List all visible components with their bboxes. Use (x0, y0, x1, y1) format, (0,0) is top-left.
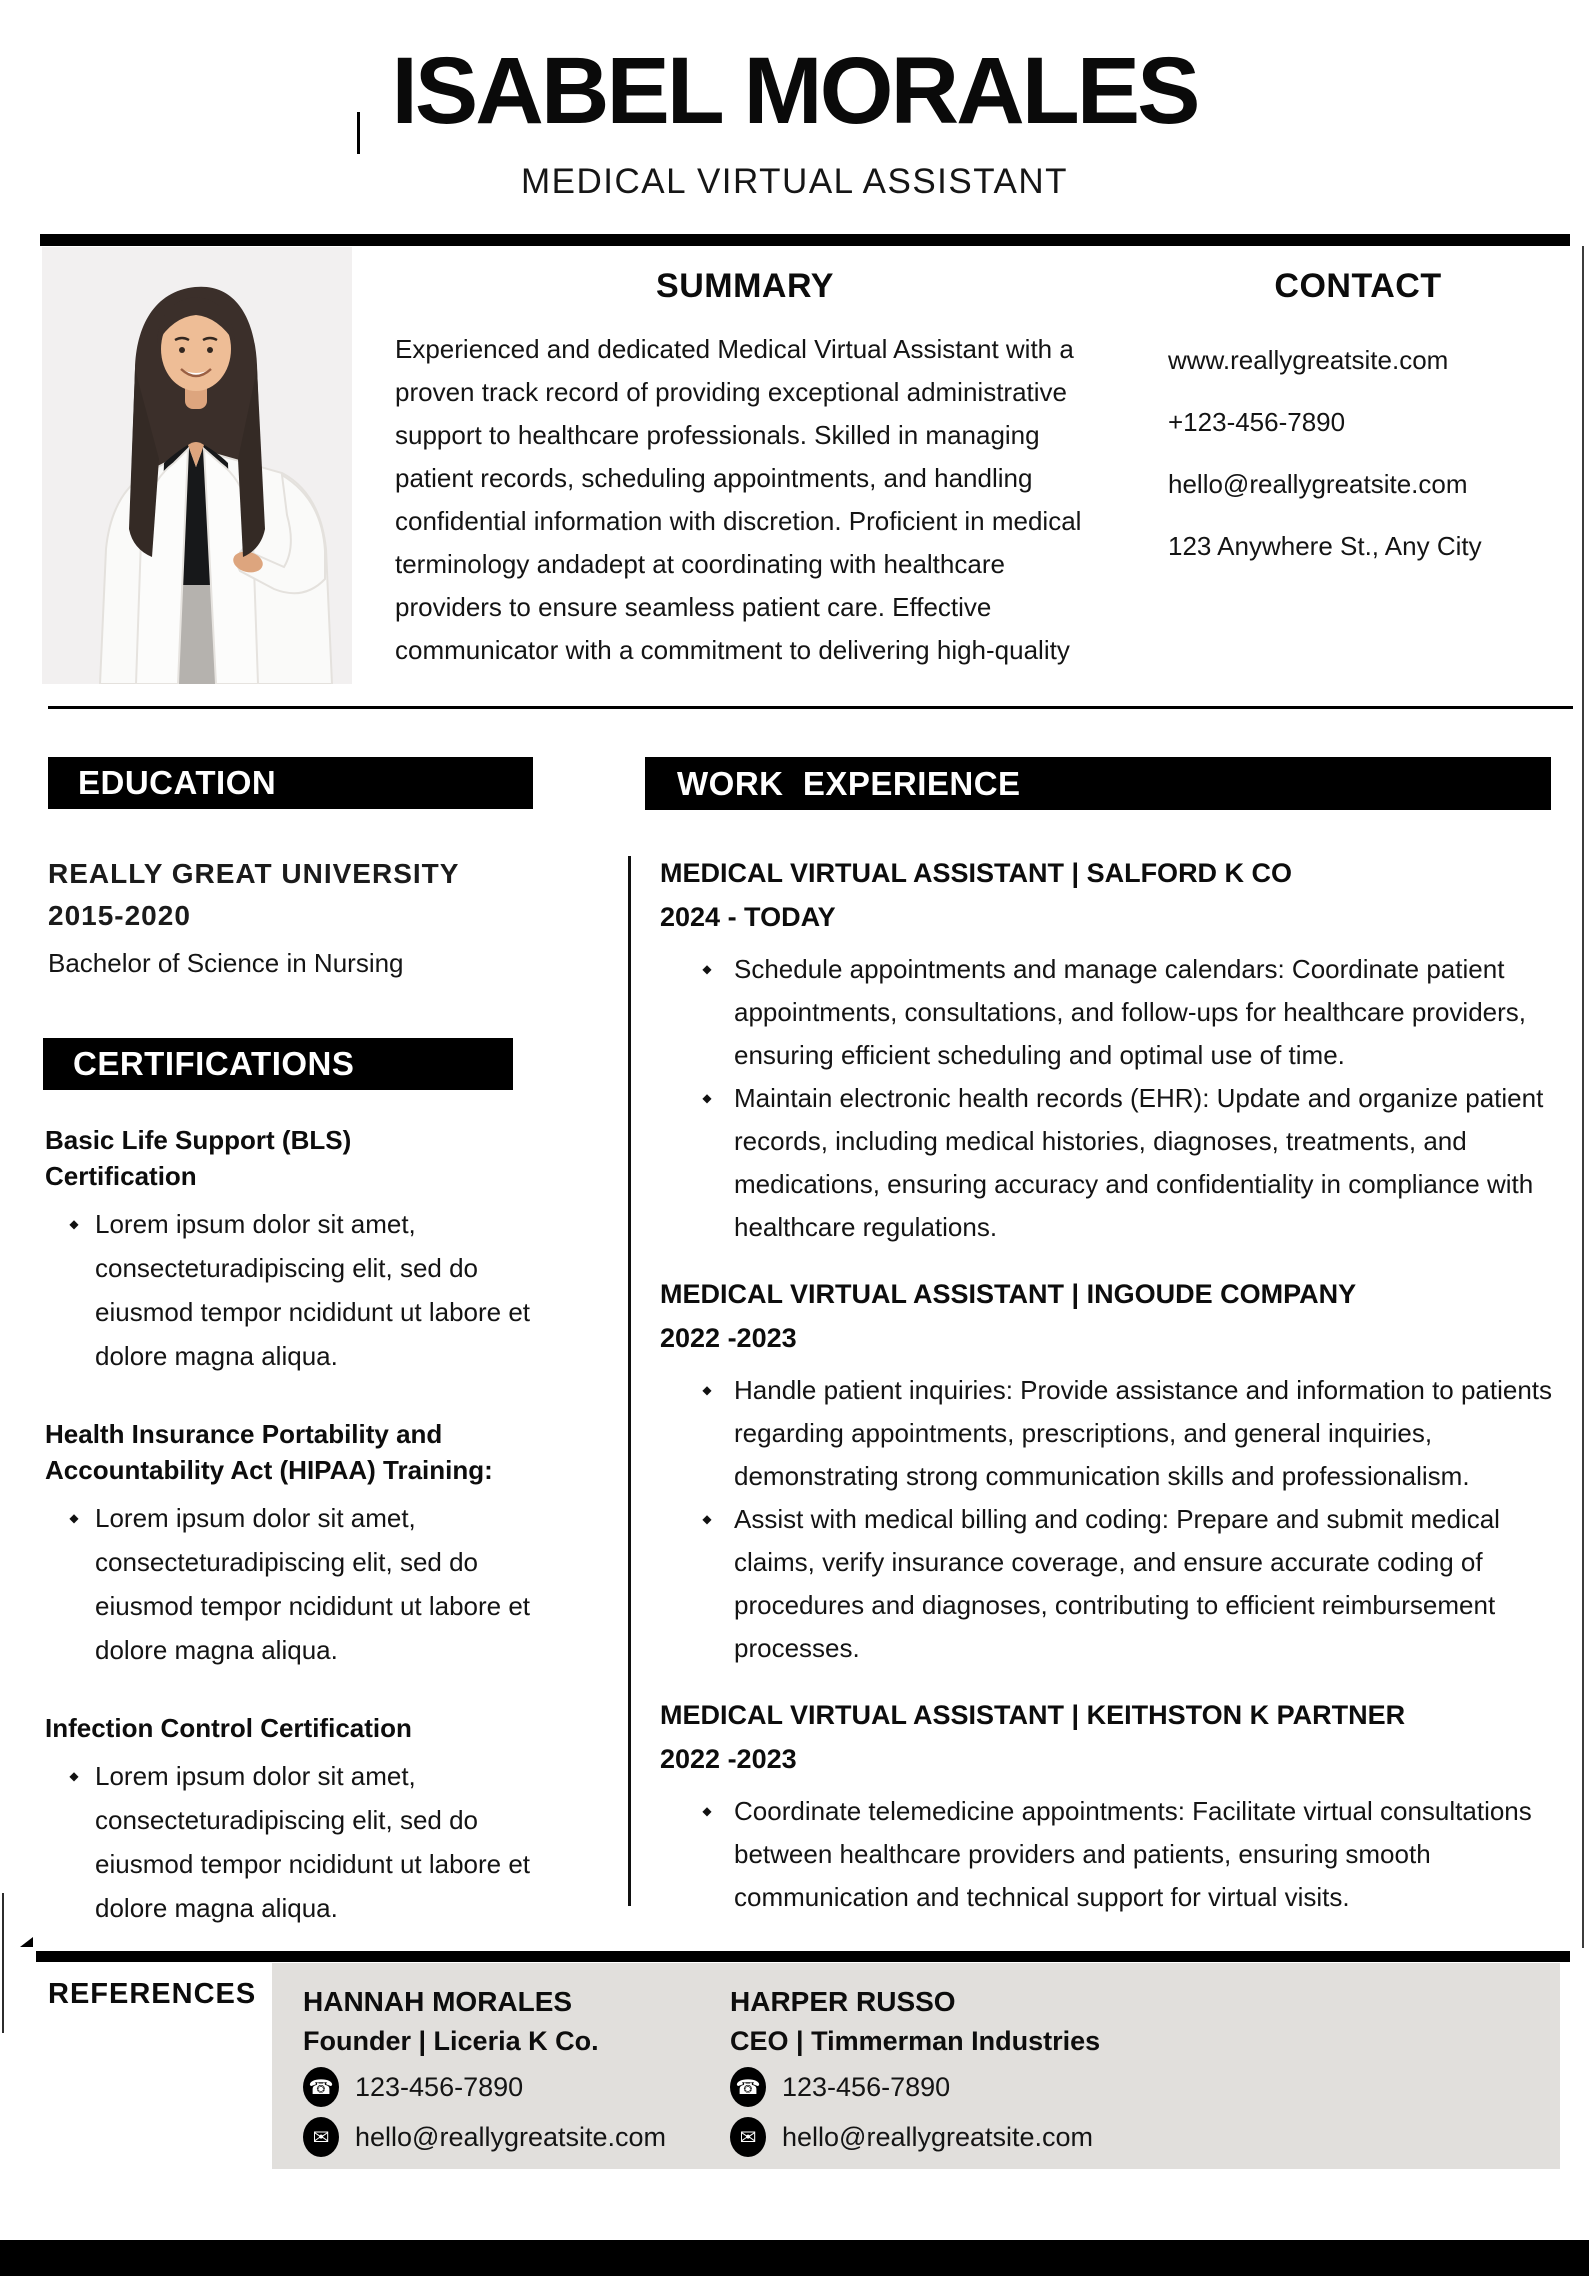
job-bullet-text: Handle patient inquiries: Provide assistance and information to patients regarding appointments, prescriptions, and general inquiries, demonstrating strong communication skills and professionalism. (734, 1375, 1553, 1491)
certification-bullet-text: Lorem ipsum dolor sit amet, consecteturadipiscing elit, sed do eiusmod tempor ncididunt ut labore et dolore magna aliqua. (95, 1761, 531, 1923)
certification-item-1 (45, 1416, 550, 1672)
phone-icon: ☎ (303, 2067, 339, 2107)
contact-item-2: hello@reallygreatsite.com (1168, 469, 1468, 499)
reference-name: HANNAH MORALES (303, 1986, 573, 2017)
page-subtitle: MEDICAL VIRTUAL ASSISTANT (520, 162, 1069, 201)
section-divider (48, 706, 1573, 709)
diamond-bullet-icon: ◆ (702, 962, 712, 976)
footer-bar (0, 2240, 1589, 2276)
reference-role: Founder | Liceria K Co. (303, 2026, 599, 2056)
education-banner-label: EDUCATION (78, 764, 277, 801)
reference-name: HARPER RUSSO (730, 1986, 956, 2017)
contact-heading: CONTACT (1274, 267, 1442, 305)
reference-email: hello@reallygreatsite.com (782, 2121, 1094, 2152)
job-title: MEDICAL VIRTUAL ASSISTANT | SALFORD K CO (660, 858, 1293, 888)
certification-item-0 (45, 1122, 550, 1378)
job-2 (660, 1698, 1565, 1919)
contact-item-1: +123-456-7890 (1168, 407, 1346, 437)
certification-bullet (45, 1202, 550, 1378)
diamond-bullet-icon: ◆ (69, 1769, 79, 1783)
job-dates: 2024 - TODAY (660, 902, 836, 932)
job-dates: 2022 -2023 (660, 1744, 797, 1774)
certification-title: Basic Life Support (BLS) Certification (45, 1125, 352, 1191)
work-experience-banner (645, 757, 1551, 810)
page-title: ISABEL MORALES (391, 38, 1198, 144)
job-title: MEDICAL VIRTUAL ASSISTANT | INGOUDE COMPANY (660, 1279, 1357, 1309)
page-right-border (1582, 246, 1584, 1948)
job-bullets (660, 1790, 1565, 1919)
reference-email-row (303, 2117, 733, 2157)
education-section (48, 856, 548, 980)
reference-phone: 123-456-7890 (782, 2071, 951, 2102)
education-banner (48, 757, 533, 809)
contact-list (1168, 344, 1548, 562)
job-bullet (660, 1498, 1565, 1670)
contact-section (1168, 268, 1548, 592)
certification-bullet-text: Lorem ipsum dolor sit amet, consecteturadipiscing elit, sed do eiusmod tempor ncididunt ut labore et dolore magna aliqua. (95, 1209, 531, 1371)
reference-phone-row (730, 2067, 1160, 2107)
profile-photo (42, 247, 352, 684)
phone-icon: ☎ (730, 2067, 766, 2107)
email-icon: ✉ (303, 2117, 339, 2157)
job-bullet-text: Schedule appointments and manage calendars: Coordinate patient appointments, consultations, and follow-ups for healthcare providers, ensuring efficient scheduling and optimal use of time. (734, 954, 1526, 1070)
reference-phone-row (303, 2067, 733, 2107)
email-icon: ✉ (730, 2117, 766, 2157)
job-bullet-text: Coordinate telemedicine appointments: Facilitate virtual consultations between healthcare providers and patients, ensuring smooth communication and technical support for virtual visits. (734, 1796, 1532, 1912)
person-illustration (42, 247, 352, 684)
contact-item-0: www.reallygreatsite.com (1168, 345, 1449, 375)
job-1 (660, 1277, 1565, 1670)
job-0 (660, 856, 1565, 1249)
job-bullet (660, 1077, 1565, 1249)
diamond-bullet-icon: ◆ (702, 1091, 712, 1105)
job-bullet-text: Assist with medical billing and coding: Prepare and submit medical claims, verify insurance coverage, and ensure accurate coding of procedures and diagnoses, contributing to efficient reimbursement processes. (734, 1504, 1500, 1663)
job-bullets (660, 948, 1565, 1249)
certifications-banner-label: CERTIFICATIONS (73, 1045, 355, 1082)
certification-title: Infection Control Certification (45, 1713, 412, 1743)
reference-email-row (730, 2117, 1160, 2157)
reference-entry-1 (730, 1985, 1160, 2157)
certification-bullet-text: Lorem ipsum dolor sit amet, consecteturadipiscing elit, sed do eiusmod tempor ncididunt ut labore et dolore magna aliqua. (95, 1503, 531, 1665)
reference-email: hello@reallygreatsite.com (355, 2121, 667, 2152)
work-experience-banner-label: WORK EXPERIENCE (677, 764, 1021, 802)
education-years: 2015-2020 (48, 900, 191, 931)
job-bullet (660, 1790, 1565, 1919)
diamond-bullet-icon: ◆ (702, 1804, 712, 1818)
certification-item-2 (45, 1710, 550, 1930)
contact-item-3: 123 Anywhere St., Any City (1168, 531, 1482, 561)
summary-section (395, 268, 1095, 672)
reference-role: CEO | Timmerman Industries (730, 2026, 1101, 2056)
references-panel (272, 1963, 1560, 2169)
certification-bullet (45, 1496, 550, 1672)
work-experience-section (660, 856, 1565, 1947)
summary-heading: SUMMARY (656, 267, 834, 305)
references-divider-bar (36, 1951, 1570, 1962)
job-bullet (660, 948, 1565, 1077)
summary-text: Experienced and dedicated Medical Virtual Assistant with a proven track record of providing exceptional administrative support to healthcare professionals. Skilled in managing patient records, scheduling appointments, and handling confidential information with discretion. Proficient in medical terminology andadept at coordinating with healthcare providers to ensure seamless patient care. Effective communicator with a commitment to delivering high-quality (395, 334, 1082, 665)
work-experience-left-rule (628, 856, 631, 1906)
job-bullet-text: Maintain electronic health records (EHR): Update and organize patient records, including medical histories, diagnoses, treatments, and medications, ensuring accuracy and confidentiality in compliance with healthcare regulations. (734, 1083, 1544, 1242)
reference-entry-0 (303, 1985, 733, 2157)
certifications-section (45, 1122, 550, 1968)
selection-arrow-icon (20, 1937, 33, 1947)
header-divider (40, 234, 1570, 246)
job-dates: 2022 -2023 (660, 1323, 797, 1353)
diamond-bullet-icon: ◆ (69, 1511, 79, 1525)
job-bullet (660, 1369, 1565, 1498)
diamond-bullet-icon: ◆ (69, 1217, 79, 1231)
certification-bullet (45, 1754, 550, 1930)
diamond-bullet-icon: ◆ (702, 1512, 712, 1526)
job-title: MEDICAL VIRTUAL ASSISTANT | KEITHSTON K PARTNER (660, 1700, 1406, 1730)
certification-title: Health Insurance Portability and Accountability Act (HIPAA) Training: (45, 1419, 493, 1485)
education-degree: Bachelor of Science in Nursing (48, 948, 404, 978)
left-edge-line (2, 1893, 4, 2033)
certifications-banner (43, 1038, 513, 1090)
job-bullets (660, 1369, 1565, 1670)
reference-phone: 123-456-7890 (355, 2071, 524, 2102)
references-heading: REFERENCES (48, 1978, 257, 2010)
diamond-bullet-icon: ◆ (702, 1383, 712, 1397)
education-school: REALLY GREAT UNIVERSITY (48, 858, 460, 889)
